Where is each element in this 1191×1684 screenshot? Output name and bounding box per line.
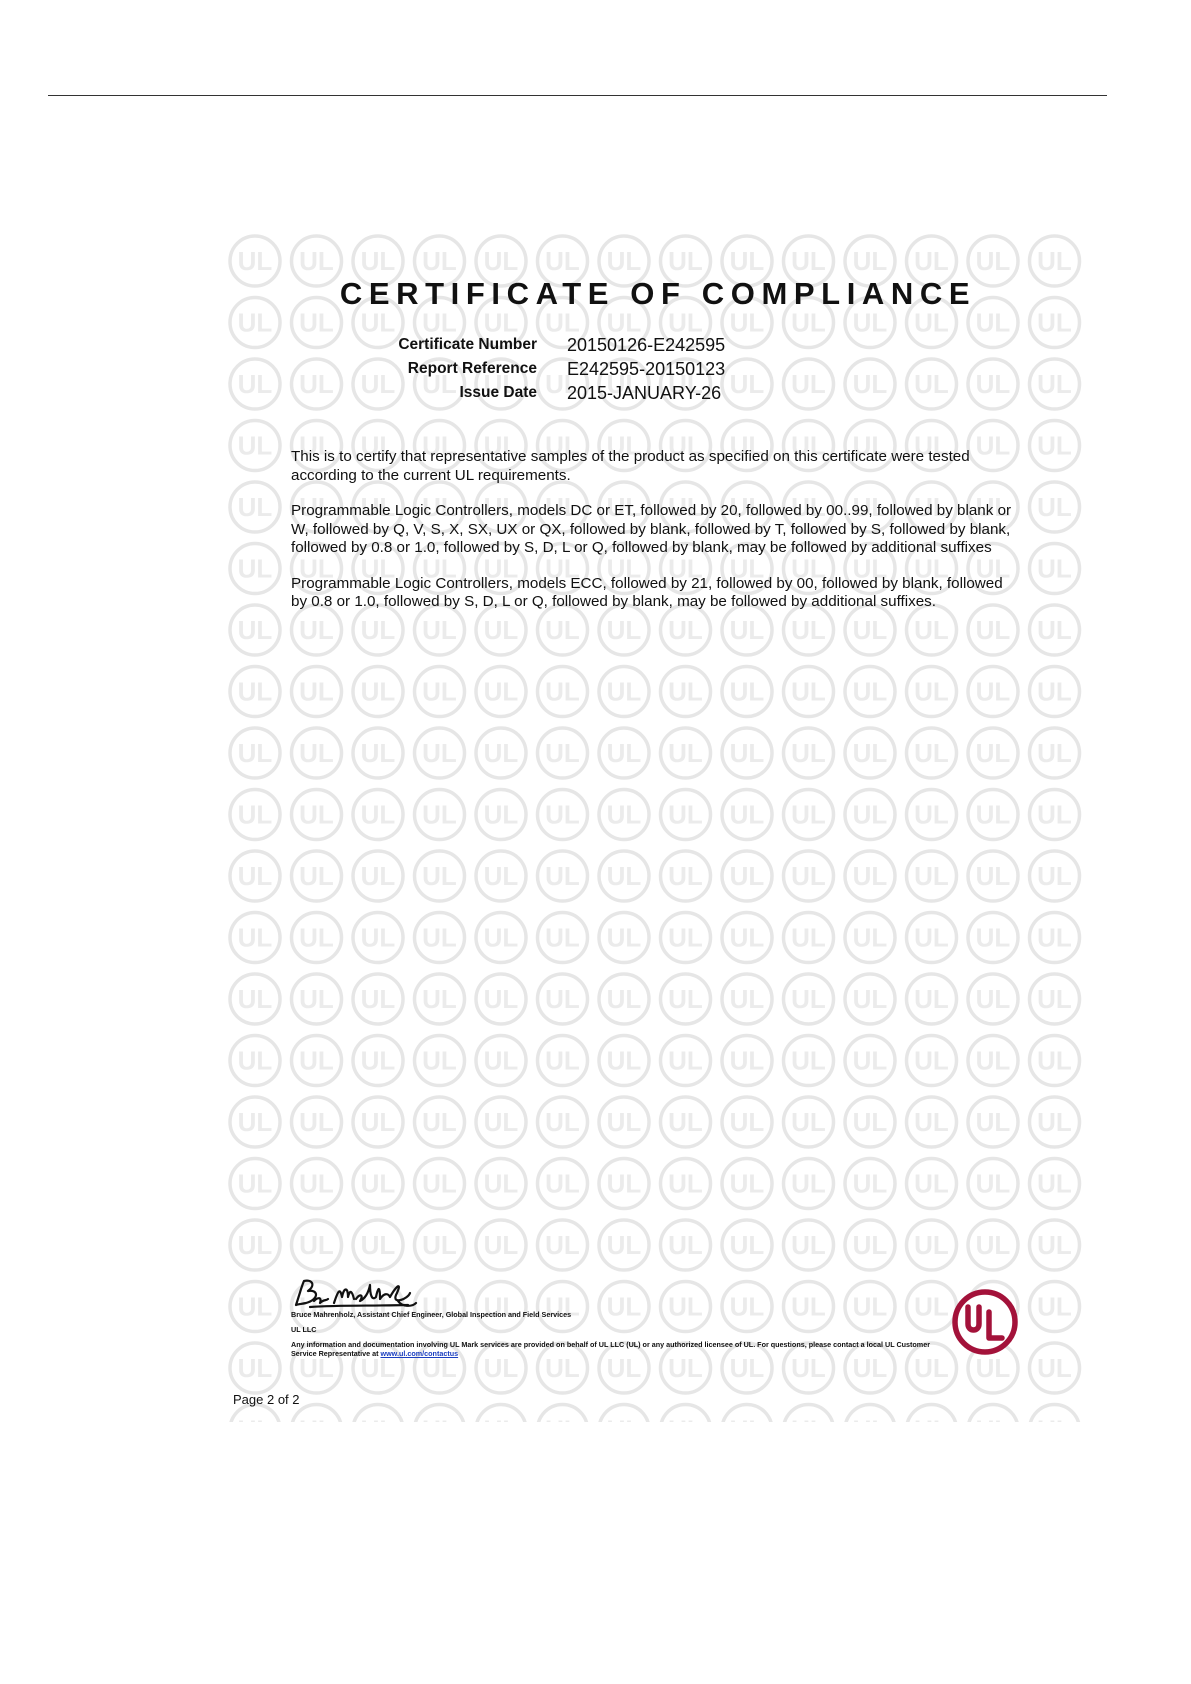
- signatory-company: UL LLC: [291, 1325, 317, 1334]
- report-reference-value: E242595-20150123: [567, 358, 726, 379]
- product-description-ecc: Programmable Logic Controllers, models ECC, followed by 21, followed by 00, followed by blank, followed by 0.8 or 1.0, followed by S, D, L or Q, followed by blank, may be followed by additional suffixes.: [291, 574, 1003, 610]
- report-reference-label: Report Reference: [407, 360, 537, 377]
- ul-logo-icon: [951, 1288, 1019, 1356]
- certificate-meta: [330, 333, 850, 405]
- ul-watermark-pattern: [226, 232, 1088, 1422]
- certificate-title: CERTIFICATE OF COMPLIANCE: [339, 276, 977, 311]
- certificate-number-label: Certificate Number: [398, 336, 537, 353]
- issue-date-value: 2015-JANUARY-26: [567, 382, 722, 403]
- issue-date-row: [330, 381, 850, 405]
- report-reference-row: [330, 357, 850, 381]
- signatory-name: Bruce Mahrenholz, Assistant Chief Engineer, Global Inspection and Field Services: [291, 1310, 572, 1319]
- signatory-block: [291, 1310, 951, 1364]
- handwritten-signature: [290, 1275, 420, 1311]
- page-number: Page 2 of 2: [233, 1392, 300, 1407]
- certificate-number-value: 20150126-E242595: [567, 334, 726, 355]
- disclaimer: [291, 1340, 951, 1358]
- top-rule: [48, 95, 1107, 96]
- issue-date-label: Issue Date: [459, 384, 537, 401]
- certificate-body: [291, 448, 1021, 629]
- certification-statement: This is to certify that representative samples of the product as specified on this certificate were tested according to the current UL requirements.: [291, 448, 970, 484]
- certificate-number-row: [330, 333, 850, 357]
- product-description-dc-et: Programmable Logic Controllers, models DC or ET, followed by 20, followed by 00..99, followed by blank or W, followed by Q, V, S, X, SX, UX or QX, followed by blank, followed by T, followed by S, followed by blank, followed by 0.8 or 1.0, followed by S, D, L or Q, followed by blank, may be followed by additional suffixes: [291, 502, 1012, 556]
- disclaimer-text: Any information and documentation involving UL Mark services are provided on behalf of UL LLC (UL) or any authorized licensee of UL. For questions, please contact a local UL Customer Service Representative at: [291, 1340, 930, 1358]
- contact-link[interactable]: www.ul.com/contactus: [380, 1349, 459, 1358]
